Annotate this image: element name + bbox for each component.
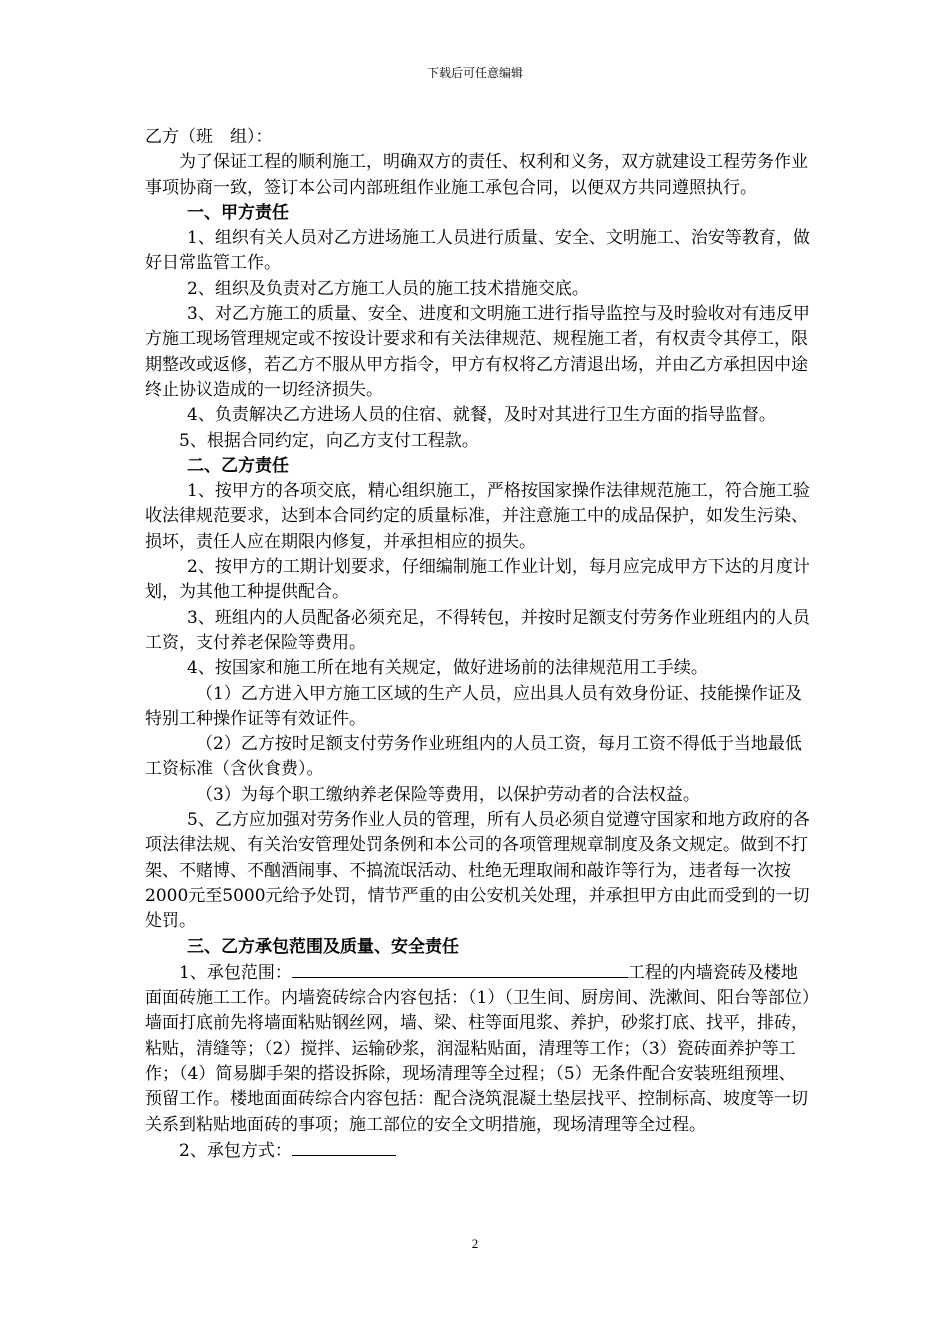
- page-header: 下载后可任意编辑: [426, 66, 523, 80]
- page-number: 2: [471, 1236, 479, 1251]
- clause-2-2: 2、按甲方的工期计划要求，仔细编制施工作业计划，每月应完成甲方下达的月度计划，为其他工种提供配合。: [145, 557, 810, 603]
- project-name-blank[interactable]: [292, 960, 628, 978]
- scope-label: 1、承包范围：: [179, 962, 292, 983]
- clause-2-4-2: （2）乙方按时足额支付劳务作业班组内的人员工资，每月工资不得低于当地最低工资标准（含伙食费）。: [145, 734, 802, 780]
- clause-2-4-3: （3）为每个职工缴纳养老保险等费用，以保护劳动者的合法权益。: [196, 784, 700, 805]
- clause-1-3: 3、对乙方施工的质量、安全、进度和文明施工进行指导监控与及时验收对有违反甲方施工现场管理规定或不按设计要求和有关法律规范、规程施工者，有权责令其停工，限期整改或返修，若乙方不服从甲方指令，甲方有权将乙方清退出场，并由乙方承担因中途终止协议造成的一切经济损失。: [145, 304, 810, 400]
- clause-2-3: 3、班组内的人员配备必须充足，不得转包，并按时足额支付劳务作业班组内的人员工资，支付养老保险等费用。: [145, 607, 810, 653]
- clause-3-1: [145, 960, 811, 1138]
- clause-3-2: [145, 1138, 811, 1164]
- contract-method-label: 2、承包方式：: [179, 1140, 292, 1161]
- clause-2-5: 5、乙方应加强对劳务作业人员的管理，所有人员必须自觉遵守国家和地方政府的各项法律法规、有关治安管理处罚条例和本公司的各项管理规章制度及条文规定。做到不打架、不赌博、不酗酒闹事、不搞流氓活动、杜绝无理取闹和敲诈等行为，违者每一次按2000元至5000元给予处罚，情节严重的由公安机关处理，并承担甲方由此而受到的一切处罚。: [145, 810, 810, 932]
- clause-2-4-1: （1）乙方进入甲方施工区域的生产人员，应出具人员有效身份证、技能操作证及特别工种操作证等有效证件。: [145, 683, 802, 729]
- clause-1-2: 2、组织及负责对乙方施工人员的施工技术措施交底。: [187, 278, 589, 299]
- scope-description: 工程的内墙瓷砖及楼地面面砖施工工作。内墙瓷砖综合内容包括：（1）（卫生间、厨房间、洗漱间、阳台等部位）墙面打底前先将墙面粘贴钢丝网，墙、梁、柱等面甩浆、养护，砂浆打底、找平，排砖，粘贴，清缝等；（2）搅拌、运输砂浆，润湿粘贴面，清理等工作；（3）瓷砖面养护等工作；（4）简易脚手架的搭设拆除，现场清理等全过程；（5）无条件配合安装班组预埋、预留工作。楼地面面砖综合内容包括：配合浇筑混凝土垫层找平、控制标高、坡度等一切关系到粘贴地面砖的事项；施工部位的安全文明措施，现场清理等全过程。: [145, 962, 811, 1135]
- clause-1-5: 5、根据合同约定，向乙方支付工程款。: [179, 430, 479, 451]
- clause-2-4: 4、按国家和施工所在地有关规定，做好进场前的法律规范用工手续。: [187, 658, 708, 679]
- clause-1-1: 1、组织有关人员对乙方进场施工人员进行质量、安全、文明施工、治安等教育，做好日常监管工作。: [145, 228, 810, 274]
- section-heading-1: 一、甲方责任: [187, 202, 289, 223]
- section-heading-3: 三、乙方承包范围及质量、安全责任: [187, 936, 459, 957]
- section-heading-2: 二、乙方责任: [187, 455, 289, 476]
- contract-method-blank[interactable]: [292, 1138, 396, 1156]
- party-b-line: 乙方（班 组）：: [145, 127, 273, 147]
- contract-body: [145, 125, 811, 1164]
- clause-2-1: 1、按甲方的各项交底，精心组织施工，严格按国家操作法律规范施工，符合施工验收法律规范要求，达到本合同约定的质量标准，并注意施工中的成品保护，如发生污染、损坏，责任人应在期限内修复，并承担相应的损失。: [145, 481, 810, 552]
- clause-1-4: 4、负责解决乙方进场人员的住宿、就餐，及时对其进行卫生方面的指导监督。: [187, 405, 776, 426]
- intro-paragraph: 为了保证工程的顺利施工，明确双方的责任、权利和义务，双方就建设工程劳务作业事项协商一致，签订本公司内部班组作业施工承包合同，以便双方共同遵照执行。: [145, 152, 808, 198]
